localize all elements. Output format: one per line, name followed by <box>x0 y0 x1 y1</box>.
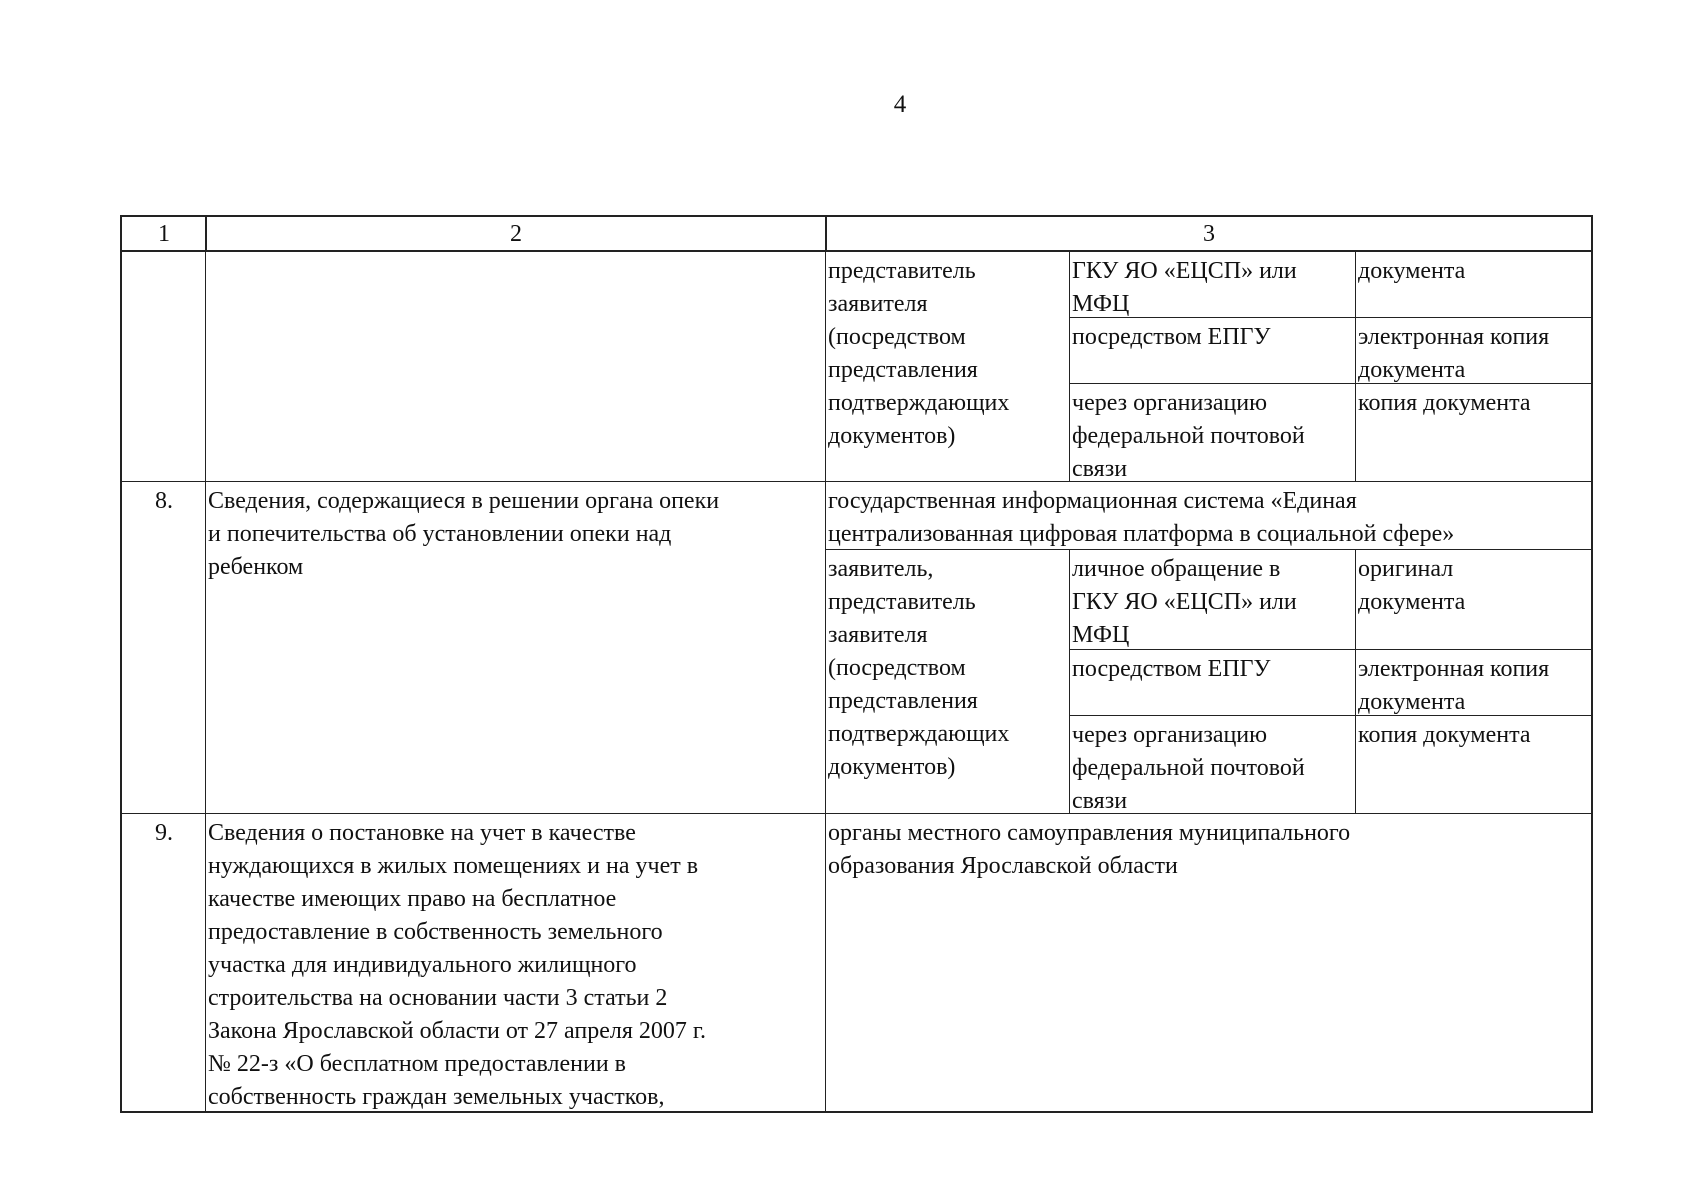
cont-method-cell-3 <box>1070 383 1356 482</box>
row8-desc-cell <box>206 481 826 814</box>
row8-num: 8. <box>155 488 173 514</box>
cont-num-cell <box>120 251 206 482</box>
cont-form-cell-1 <box>1356 251 1593 318</box>
cont-method-cell-1 <box>1070 251 1356 318</box>
cont-method-text-1: ГКУ ЯО «ЕЦСП» или МФЦ <box>1072 258 1297 317</box>
header-cell-2 <box>206 215 826 252</box>
row8-form-text-1: оригинал документа <box>1358 556 1466 615</box>
row8-source: государственная информационная система «Единая централизованная цифровая платформа в социальной сфере» <box>828 488 1455 547</box>
cont-method-text-3: через организацию федеральной почтовой связи <box>1072 390 1305 482</box>
row8-form-text-2: электронная копия документа <box>1358 656 1550 715</box>
row8-method-cell-3 <box>1070 715 1356 814</box>
header-cell-3 <box>826 215 1593 252</box>
row9-source: органы местного самоуправления муниципального образования Ярославской области <box>828 820 1351 879</box>
cont-form-text-3: копия документа <box>1358 390 1531 416</box>
cont-method-text-2: посредством ЕПГУ <box>1072 324 1271 350</box>
row8-description: Сведения, содержащиеся в решении органа опеки и попечительства об установлении опеки над ребенком <box>208 488 720 580</box>
header-cell-1 <box>120 215 206 252</box>
cont-applicant-cell <box>826 251 1070 482</box>
cont-form-cell-2 <box>1356 317 1593 384</box>
cont-form-cell-3 <box>1356 383 1593 482</box>
row8-applicant-cell <box>826 549 1070 814</box>
row8-form-cell-3 <box>1356 715 1593 814</box>
row8-method-cell-2 <box>1070 649 1356 716</box>
row9-desc-cell <box>206 813 826 1113</box>
row8-method-text-1: личное обращение в ГКУ ЯО «ЕЦСП» или МФЦ <box>1072 556 1297 648</box>
row8-method-text-3: через организацию федеральной почтовой связи <box>1072 722 1305 814</box>
row9-num-cell <box>120 813 206 1113</box>
header-label-3: 3 <box>1203 221 1215 247</box>
row8-applicant: заявитель, представитель заявителя (посредством представления подтверждающих документов) <box>828 556 1010 780</box>
header-label-2: 2 <box>510 221 522 247</box>
cont-desc-cell <box>206 251 826 482</box>
row8-method-cell-1 <box>1070 549 1356 650</box>
header-label-1: 1 <box>158 221 170 247</box>
cont-form-text-1: документа <box>1358 258 1466 284</box>
row8-method-text-2: посредством ЕПГУ <box>1072 656 1271 682</box>
row9-description: Сведения о постановке на учет в качестве нуждающихся в жилых помещениях и на учет в качестве имеющих право на бесплатное предоставление в собственность земельного участка для индивидуального жилищного строительства на основании части 3 статьи 2 Закона Ярославской области от 27 апреля 2007 г. № 22-з «О бесплатном предоставлении в собственность граждан земельных участков, <box>208 820 707 1110</box>
row8-source-cell <box>826 481 1593 550</box>
row8-form-cell-2 <box>1356 649 1593 716</box>
row9-num: 9. <box>155 820 173 846</box>
document-table <box>120 215 1593 1113</box>
row8-num-cell <box>120 481 206 814</box>
row8-form-text-3: копия документа <box>1358 722 1531 748</box>
cont-method-cell-2 <box>1070 317 1356 384</box>
page-number: 4 <box>893 91 907 118</box>
row8-form-cell-1 <box>1356 549 1593 650</box>
row9-source-cell <box>826 813 1593 1113</box>
cont-form-text-2: электронная копия документа <box>1358 324 1550 383</box>
cont-applicant-text: представитель заявителя (посредством представления подтверждающих документов) <box>828 258 1010 449</box>
